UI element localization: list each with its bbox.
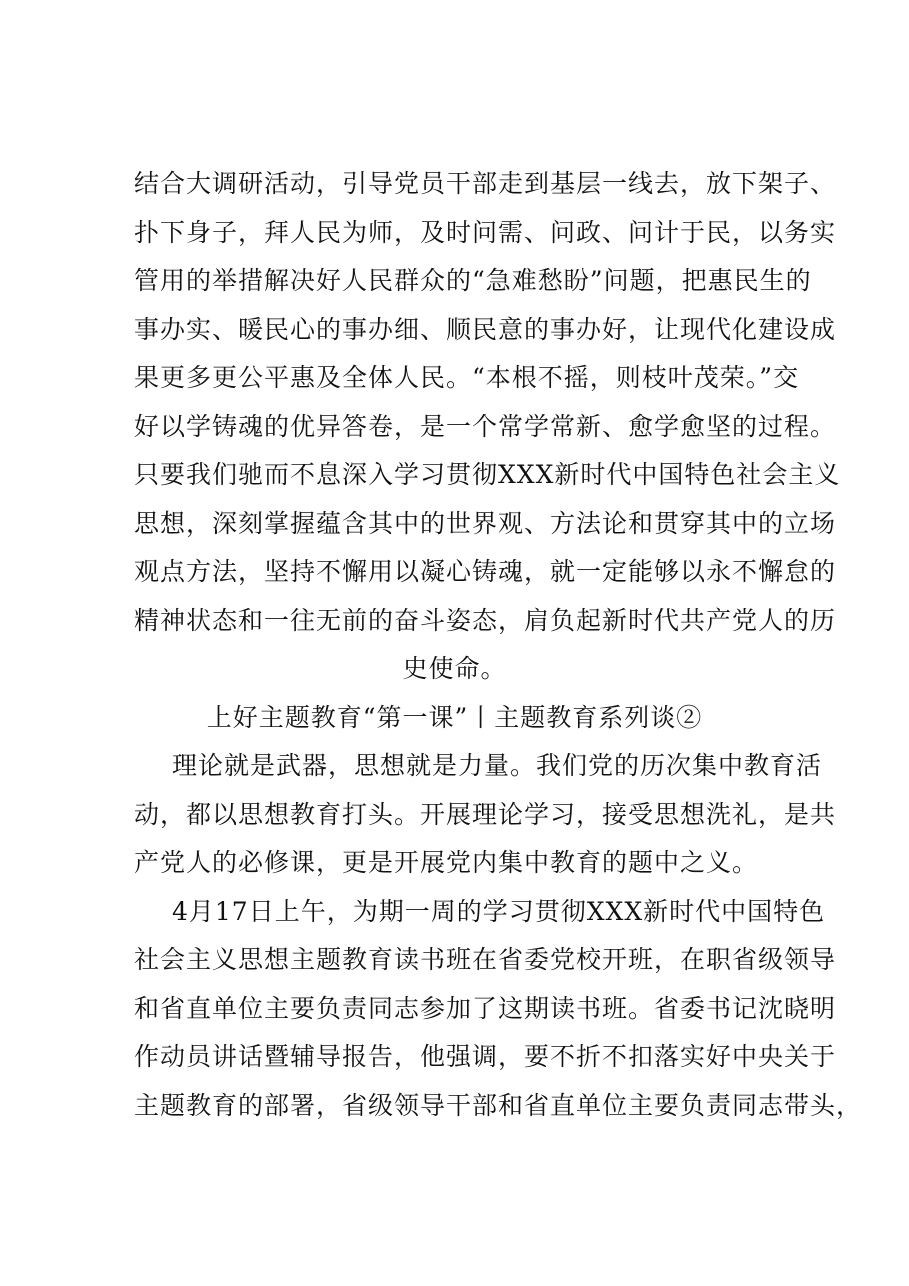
paragraph-line: 4月17日上午，为期一周的学习贯彻XXX新时代中国特色 <box>172 897 826 926</box>
paragraph-line: 结合大调研活动，引导党员干部走到基层一线去，放下架子、 <box>134 169 837 198</box>
paragraph-line: 精神状态和一往无前的奋斗姿态，肩负起新时代共产党人的历 <box>134 606 837 635</box>
paragraph-line: 事办实、暖民心的事办细、顺民意的事办好，让现代化建设成 <box>134 315 837 344</box>
paragraph-line: 扑下身子，拜人民为师，及时问需、问政、问计于民，以务实 <box>134 218 837 247</box>
paragraph-line: 理论就是武器，思想就是力量。我们党的历次集中教育活 <box>172 751 823 780</box>
paragraph-line: 主题教育的部署，省级领导干部和省直单位主要负责同志带头， <box>134 1091 863 1120</box>
paragraph-line: 果更多更公平惠及全体人民。“本根不摇，则枝叶茂荣。”交 <box>134 363 800 392</box>
paragraph-line: 社会主义思想主题教育读书班在省委党校开班，在职省级领导 <box>134 945 837 974</box>
paragraph-line: 动，都以思想教育打头。开展理论学习，接受思想洗礼，是共 <box>134 800 837 829</box>
paragraph-line: 只要我们驰而不息深入学习贯彻XXX新时代中国特色社会主义 <box>134 460 841 489</box>
paragraph-line: 思想，深刻掌握蕴含其中的世界观、方法论和贯穿其中的立场 <box>134 509 837 538</box>
paragraph-last-line: 史使命。 <box>402 654 507 683</box>
paragraph-line: 和省直单位主要负责同志参加了这期读书班。省委书记沈晓明 <box>134 994 837 1023</box>
section-title: 上好主题教育“第一课”丨主题教育系列谈② <box>206 703 703 732</box>
paragraph-line: 管用的举措解决好人民群众的“急难愁盼”问题，把惠民生的 <box>134 266 812 295</box>
paragraph-line: 好以学铸魂的优异答卷，是一个常学常新、愈学愈坚的过程。 <box>134 412 837 441</box>
paragraph-line: 观点方法，坚持不懈用以凝心铸魂，就一定能够以永不懈怠的 <box>134 557 837 586</box>
paragraph-line: 作动员讲话暨辅导报告，他强调，要不折不扣落实好中央关于 <box>134 1042 837 1071</box>
paragraph-line: 产党人的必修课，更是开展党内集中教育的题中之义。 <box>134 848 759 877</box>
